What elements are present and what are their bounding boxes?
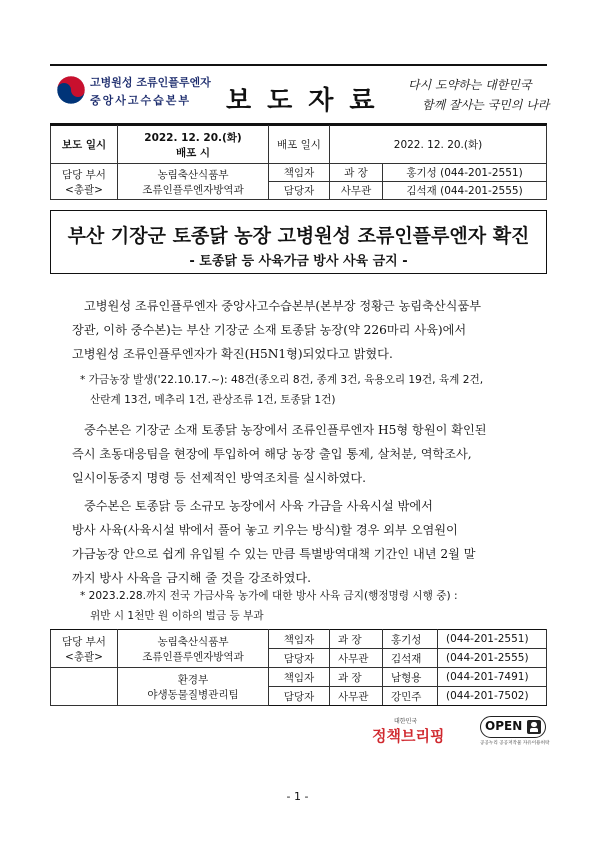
contact-team: 조류인플루엔자방역과: [142, 650, 244, 663]
footnote-1: [80, 370, 483, 410]
footnote-2: [80, 586, 458, 626]
contact-dept-label-cell: [51, 630, 118, 668]
policy-brand-text: 정책브리핑: [372, 727, 445, 745]
doc-type-heading: 보도자료: [226, 86, 391, 116]
contact-org: 환경부: [177, 673, 209, 686]
slogan-line2: 함께 잘사는 국민의 나라: [422, 98, 550, 112]
paragraph-line: 가금농장 안으로 쉽게 유입될 수 있는 만큼 특별방역대책 기간인 내년 2월 말: [72, 547, 476, 561]
paragraph-line: 고병원성 조류인플루엔자가 확진(H5N1형)되었다고 밝혔다.: [72, 347, 393, 361]
info-title: 사무관: [330, 182, 383, 200]
contact-org: 농림축산식품부: [157, 635, 229, 648]
policy-briefing-logo: [372, 716, 472, 748]
dept-name-cell: [118, 164, 269, 200]
paragraph-line: 중수본은 기장군 소재 토종닭 농장에서 조류인플루엔자 H5형 항원이 확인된: [84, 423, 487, 437]
distribution-value: 2022. 12. 20.(화): [330, 126, 547, 164]
footnote-line: 산란계 13건, 메추리 1건, 관상조류 1건, 토종닭 1건): [90, 394, 336, 406]
dept-label-sub: <총괄>: [65, 183, 103, 196]
contact-phone: (044-201-2551): [438, 630, 547, 649]
contact-role: 담당자: [269, 649, 330, 668]
body-paragraph-2: [72, 418, 487, 490]
contact-team: 야생동물질병관리팀: [147, 688, 239, 701]
headline-title: 부산 기장군 토종닭 농장 고병원성 조류인플루엔자 확진: [67, 225, 530, 247]
policy-small-text: 대한민국: [394, 718, 418, 725]
open-license-badge: [480, 716, 550, 748]
body-paragraph-3: [72, 494, 476, 590]
slogan-line1: 다시 도약하는 대한민국: [408, 78, 532, 92]
dept-name: 농림축산식품부: [157, 168, 229, 181]
paragraph-line: 까지 방사 사육을 금지해 줄 것을 강조하였다.: [72, 571, 312, 585]
contact-table: [50, 629, 547, 706]
headline-box: [50, 210, 547, 274]
ministry-logo: [50, 72, 211, 116]
footnote-line: 위반 시 1천만 원 이하의 벌금 등 부과: [90, 610, 264, 622]
footnote-line: * 가금농장 발생('22.10.17.~): 48건(종오리 8건, 종계 3건, 육용오리 19건, 육계 2건,: [80, 374, 484, 386]
contact-name: 김석재: [383, 649, 438, 668]
contact-title: 과 장: [330, 630, 383, 649]
open-sub-text: 공공누리 공공저작물 자유이용허락: [480, 741, 550, 746]
release-info-table: [50, 125, 547, 200]
body-paragraph-1: [72, 294, 481, 366]
contact-phone: (044-201-7502): [438, 687, 547, 706]
paragraph-line: 일시이동중지 명령 등 선제적인 방역조치를 실시하였다.: [72, 471, 367, 485]
contact-phone: (044-201-2555): [438, 649, 547, 668]
report-date-sub: 배포 시: [175, 146, 211, 159]
contact-name: 강민주: [383, 687, 438, 706]
footnote-line: * 2023.2.28.까지 전국 가금사육 농가에 대한 방사 사육 금지(행정명령 시행 중) :: [80, 590, 458, 602]
distribution-label: 배포 일시: [269, 126, 330, 164]
taegeuk-emblem-icon: [56, 75, 86, 105]
report-date-cell: [118, 126, 269, 164]
page-number: - 1 -: [286, 790, 309, 803]
org-name-line2: 중앙사고수습본부: [90, 94, 192, 107]
info-name: 김석재 (044-201-2555): [383, 182, 547, 200]
press-header: [50, 64, 550, 125]
person-license-icon: [527, 720, 541, 734]
contact-org-cell: [118, 630, 269, 668]
paragraph-line: 장관, 이하 중수본)는 부산 기장군 소재 토종닭 농장(약 226마리 사육)에서: [72, 323, 467, 337]
contact-role: 책임자: [269, 668, 330, 687]
paragraph-line: 방사 사육(사육시설 밖에서 풀어 놓고 키우는 방식)할 경우 외부 오염원이: [72, 523, 458, 537]
headline-subtitle: - 토종닭 등 사육가금 방사 사육 금지 -: [189, 254, 408, 269]
info-title: 과 장: [330, 164, 383, 182]
info-role: 책임자: [269, 164, 330, 182]
report-date-label: 보도 일시: [51, 126, 118, 164]
report-date-value: 2022. 12. 20.(화): [144, 131, 242, 144]
contact-phone: (044-201-7491): [438, 668, 547, 687]
contact-empty-cell: [51, 668, 118, 706]
contact-title: 사무관: [330, 687, 383, 706]
dept-team: 조류인플루엔자방역과: [142, 183, 244, 196]
org-name-line1: 고병원성 조류인플루엔자: [90, 76, 211, 89]
contact-dept-label-sub: <총괄>: [65, 650, 103, 663]
contact-org-cell: [118, 668, 269, 706]
dept-label-cell: [51, 164, 118, 200]
dept-label: 담당 부서: [62, 168, 106, 181]
contact-role: 책임자: [269, 630, 330, 649]
contact-title: 사무관: [330, 649, 383, 668]
contact-title: 과 장: [330, 668, 383, 687]
contact-role: 담당자: [269, 687, 330, 706]
info-name: 홍기성 (044-201-2551): [383, 164, 547, 182]
paragraph-line: 중수본은 토종닭 등 소규모 농장에서 사육 가금을 사육시설 밖에서: [84, 499, 433, 513]
contact-dept-label: 담당 부서: [62, 635, 106, 648]
info-role: 담당자: [269, 182, 330, 200]
contact-name: 홍기성: [383, 630, 438, 649]
paragraph-line: 즉시 초동대응팀을 현장에 투입하여 해당 농장 출입 통제, 살처분, 역학조사,: [72, 447, 472, 461]
open-label: OPEN: [485, 719, 523, 733]
paragraph-line: 고병원성 조류인플루엔자 중앙사고수습본부(본부장 정황근 농림축산식품부: [84, 299, 481, 313]
contact-name: 남형용: [383, 668, 438, 687]
